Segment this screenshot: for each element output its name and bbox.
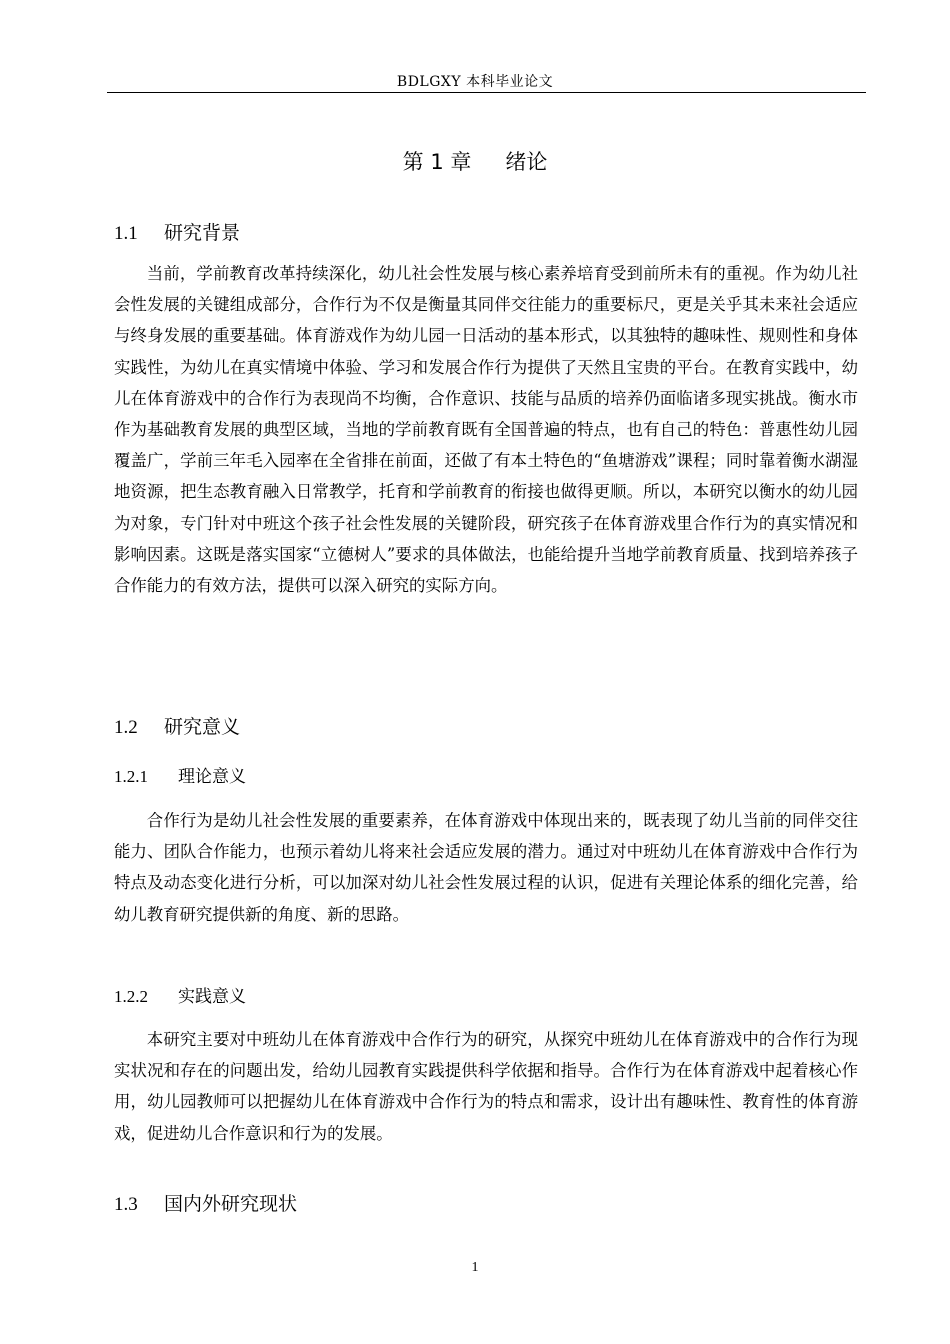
section-heading-1-1 xyxy=(114,220,240,247)
paragraph-research-background: 当前，学前教育改革持续深化，幼儿社会性发展与核心素养培育受到前所未有的重视。作为幼儿社会性发展的关键组成部分，合作行为不仅是衡量其同伴交往能力的重要标尺，更是关乎其未来社会适应与终身发展的重要基础。体育游戏作为幼儿园一日活动的基本形式，以其独特的趣味性、规则性和身体实践性，为幼儿在真实情境中体验、学习和发展合作行为提供了天然且宝贵的平台。在教育实践中，幼儿在体育游戏中的合作行为表现尚不均衡，合作意识、技能与品质的培养仍面临诸多现实挑战。衡水市作为基础教育发展的典型区域，当地的学前教育既有全国普遍的特点，也有自己的特色：普惠性幼儿园覆盖广，学前三年毛入园率在全省排在前面，还做了有本土特色的“鱼塘游戏”课程；同时靠着衡水湖湿地资源，把生态教育融入日常教学，托育和学前教育的衔接也做得更顺。所以，本研究以衡水的幼儿园为对象，专门针对中班这个孩子社会性发展的关键阶段，研究孩子在体育游戏里合作行为的真实情况和影响因素。这既是落实国家“立德树人”要求的具体做法，也能给提升当地学前教育质量、找到培养孩子合作能力的有效方法，提供可以深入研究的实际方向。 xyxy=(114,264,858,596)
section-heading-1-3 xyxy=(114,1191,297,1218)
subsection-heading-1-2-1 xyxy=(114,765,246,789)
section-number: 1.3 xyxy=(114,1194,138,1215)
section-title: 研究意义 xyxy=(164,716,241,738)
chapter-title xyxy=(0,148,950,176)
page-number: 1 xyxy=(471,1260,479,1275)
section-title: 国内外研究现状 xyxy=(164,1193,298,1215)
subsection-heading-1-2-2 xyxy=(114,985,246,1009)
section-heading-1-2 xyxy=(114,714,240,741)
section-number: 1.1 xyxy=(114,223,138,244)
header-rule xyxy=(107,92,866,93)
section-number: 1.2 xyxy=(114,717,138,738)
running-header: BDLGXY 本科毕业论文 xyxy=(396,74,554,90)
paragraph-practical-significance: 本研究主要对中班幼儿在体育游戏中合作行为的研究，从探究中班幼儿在体育游戏中的合作行为现实状况和存在的问题出发，给幼儿园教育实践提供科学依据和指导。合作行为在体育游戏中起着核心作用，幼儿园教师可以把握幼儿在体育游戏中合作行为的特点和需求，设计出有趣味性、教育性的体育游戏，促进幼儿合作意识和行为的发展。 xyxy=(114,1030,858,1143)
subsection-title: 理论意义 xyxy=(178,767,246,787)
chapter-number: 第 1 章 xyxy=(402,150,472,174)
chapter-name: 绪论 xyxy=(505,150,548,174)
subsection-title: 实践意义 xyxy=(178,987,246,1007)
section-title: 研究背景 xyxy=(164,222,241,244)
subsection-number: 1.2.2 xyxy=(114,987,148,1006)
paragraph-theoretical-significance: 合作行为是幼儿社会性发展的重要素养，在体育游戏中体现出来的，既表现了幼儿当前的同伴交往能力、团队合作能力，也预示着幼儿将来社会适应发展的潜力。通过对中班幼儿在体育游戏中合作行为特点及动态变化进行分析，可以加深对幼儿社会性发展过程的认识，促进有关理论体系的细化完善，给幼儿教育研究提供新的角度、新的思路。 xyxy=(114,811,858,924)
subsection-number: 1.2.1 xyxy=(114,767,148,786)
